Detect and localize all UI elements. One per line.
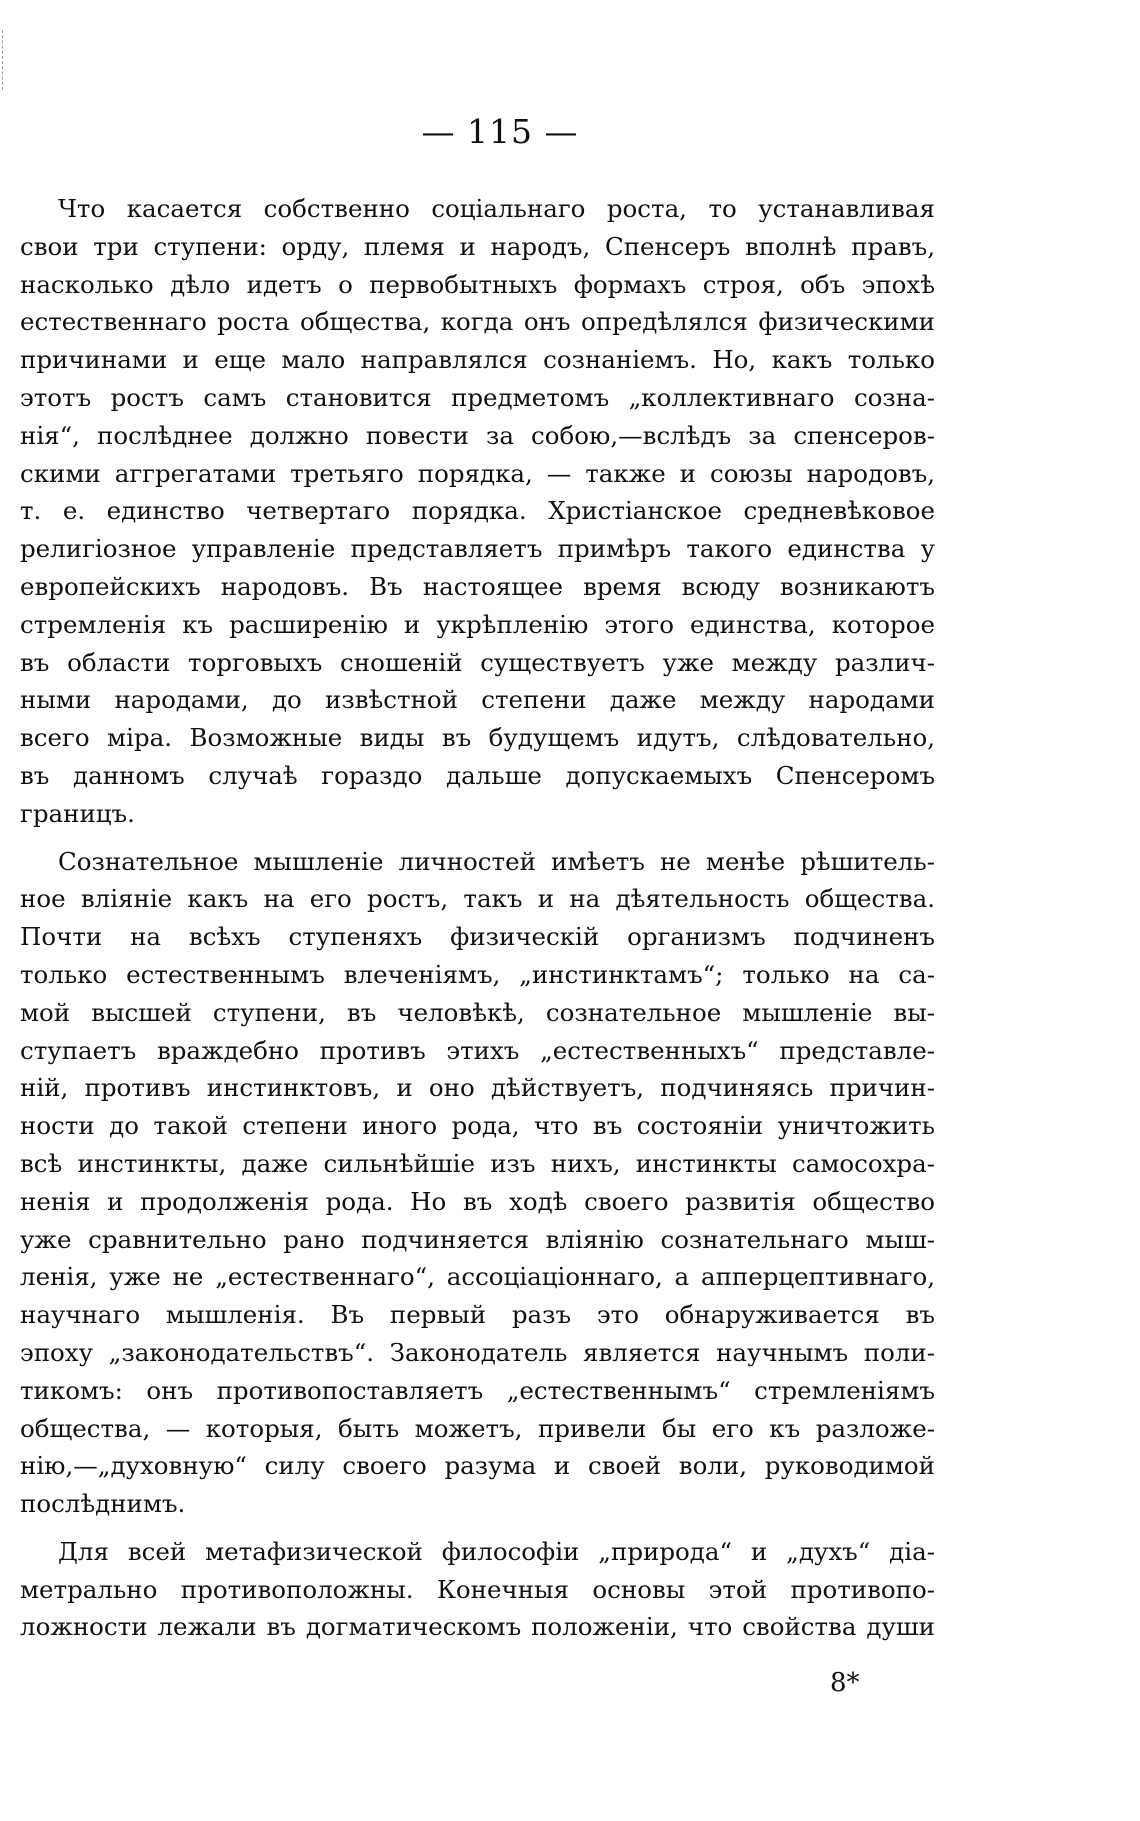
text-line: общества, — которыя, быть можетъ, привели бы его къ разложе- <box>20 1413 935 1443</box>
text-line: эпоху „законодательствъ“. Законодатель является научнымъ поли- <box>20 1337 935 1367</box>
text-line: послѣднимъ. <box>20 1489 186 1519</box>
text-line: скими аггрегатами третьяго порядка, — также и союзы народовъ, <box>20 458 935 488</box>
text-line: Для всей метафизической философіи „природа“ и „духъ“ діа- <box>58 1536 935 1566</box>
text-line: ными народами, до извѣстной степени даже между народами <box>20 685 935 715</box>
signature-mark: 8* <box>830 1668 860 1698</box>
text-line: европейскихъ народовъ. Въ настоящее время всюду возникаютъ <box>20 571 935 601</box>
page-edge-mark <box>2 30 5 90</box>
text-line: причинами и еще мало направлялся сознаніемъ. Но, какъ только <box>20 345 935 375</box>
text-line: ненія и продолженія рода. Но въ ходѣ своего развитія общество <box>20 1186 935 1216</box>
text-line: ленія, уже не „естественнаго“, ассоціаціоннаго, а апперцептивнаго, <box>20 1262 935 1292</box>
text-line: Сознательное мышленіе личностей имѣетъ не менѣе рѣшитель- <box>58 846 935 876</box>
paragraph <box>20 1533 935 1646</box>
text-line: стремленія къ расширенію и укрѣпленію этого единства, которое <box>20 609 935 639</box>
text-line: насколько дѣло идетъ о первобытныхъ формахъ строя, объ эпохѣ <box>20 269 935 299</box>
text-line: метрально противоположны. Конечныя основы этой противопо- <box>20 1574 935 1604</box>
text-line: религіозное управленіе представляетъ примѣръ такого единства у <box>20 534 935 564</box>
text-line: ное вліяніе какъ на его ростъ, такъ и на дѣятельность общества. <box>20 884 935 914</box>
paragraph <box>20 843 935 1523</box>
text-line: тикомъ: онъ противопоставляетъ „естественнымъ“ стремленіямъ <box>20 1375 935 1405</box>
text-line: въ области торговыхъ сношеній существуетъ уже между различ- <box>20 647 935 677</box>
text-line: свои три ступени: орду, племя и народъ, Спенсеръ вполнѣ правъ, <box>20 231 935 261</box>
text-line: ности до такой степени иного рода, что въ состояніи уничтожить <box>20 1111 935 1141</box>
paragraph <box>20 190 935 833</box>
text-line: мой высшей ступени, въ человѣкѣ, сознательное мышленіе вы- <box>20 997 935 1027</box>
text-line: только естественнымъ влеченіямъ, „инстинктамъ“; только на са- <box>20 959 935 989</box>
text-line: Что касается собственно соціальнаго роста, то устанавливая <box>58 194 935 223</box>
text-line: Почти на всѣхъ ступеняхъ физическій организмъ подчиненъ <box>20 922 935 952</box>
text-line: т. е. единство четвертаго порядка. Христіанское средневѣковое <box>20 496 935 526</box>
text-line: всѣ инстинкты, даже сильнѣйшіе изъ нихъ, инстинкты самосохра- <box>20 1148 935 1178</box>
text-line: нію,—„духовную“ силу своего разума и своей воли, руководимой <box>20 1451 935 1481</box>
text-line: въ данномъ случаѣ гораздо дальше допускаемыхъ Спенсеромъ <box>20 760 935 790</box>
text-line: уже сравнительно рано подчиняется вліянію сознательнаго мыш- <box>20 1224 935 1254</box>
text-line: нія“, послѣднее должно повести за собою,—вслѣдъ за спенсеров- <box>20 420 935 450</box>
text-line: ложности лежали въ догматическомъ положеніи, что свойства души <box>20 1612 935 1642</box>
body-text <box>20 190 935 1656</box>
text-line: ній, противъ инстинктовъ, и оно дѣйствуетъ, подчиняясь причин- <box>20 1073 935 1103</box>
page-number: — 115 — <box>421 112 579 151</box>
text-line: ступаетъ враждебно противъ этихъ „естественныхъ“ представле- <box>20 1035 935 1065</box>
text-line: этотъ ростъ самъ становится предметомъ „коллективнаго созна- <box>20 382 935 412</box>
text-line: всего міра. Возможные виды въ будущемъ идутъ, слѣдовательно, <box>20 723 935 753</box>
text-line: границъ. <box>20 798 135 828</box>
text-line: естественнаго роста общества, когда онъ опредѣлялся физическими <box>20 307 935 337</box>
text-line: научнаго мышленія. Въ первый разъ это обнаруживается въ <box>20 1300 935 1330</box>
